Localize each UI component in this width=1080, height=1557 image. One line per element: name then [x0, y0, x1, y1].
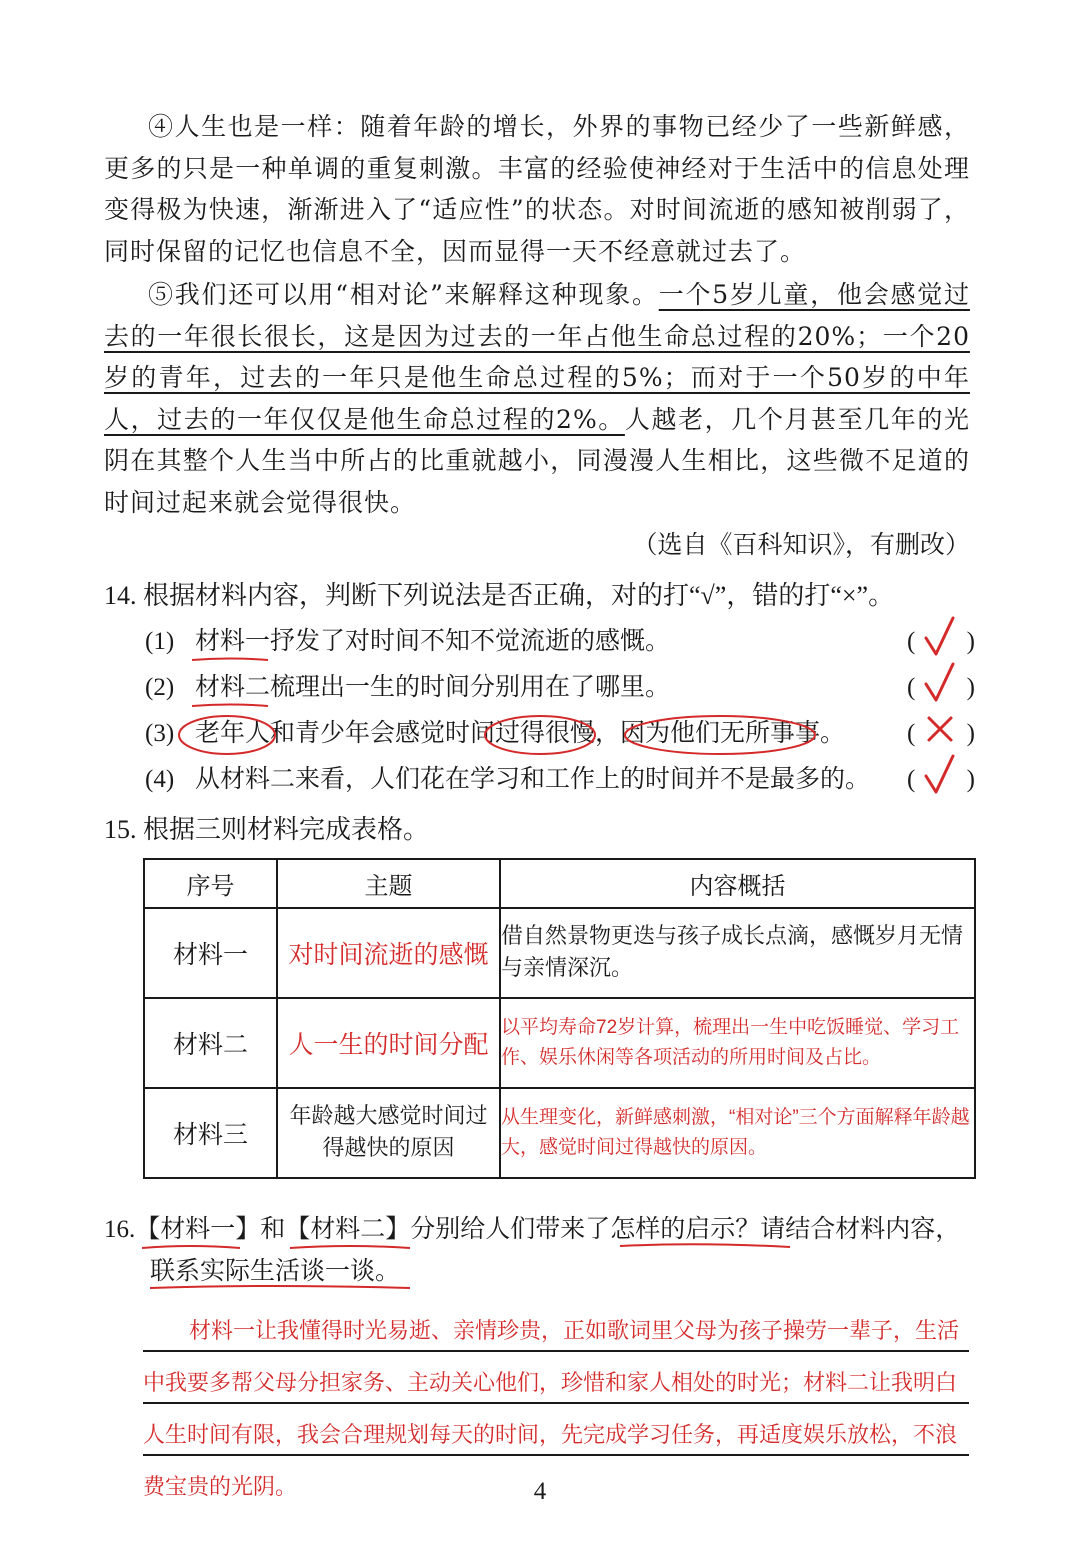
table-row [144, 908, 975, 998]
left-paren: ( [907, 720, 916, 747]
question-16-title-line2: 联系实际生活谈一谈。 [150, 1258, 401, 1285]
row-id: 材料二 [144, 998, 277, 1088]
q14-item-number: (2) [145, 674, 175, 701]
row-summary-answer: 以平均寿命72岁计算，梳理出一生中吃饭睡觉、学习工作、娱乐休闲等各项活动的所用时间及占比。 [500, 998, 975, 1088]
q14-item-text: 材料二梳理出一生的时间分别用在了哪里。 [195, 674, 671, 701]
q14-item-text: 老年人和青少年会感觉时间过得很慢，因为他们无所事事。 [195, 720, 846, 747]
q14-item-number: (1) [145, 628, 175, 655]
question-16-title-line1: 16.【材料一】和【材料二】分别给人们带来了怎样的启示？请结合材料内容， [104, 1216, 961, 1243]
check-mark-icon [923, 614, 957, 662]
q16-answer-line-2: 中我要多帮父母分担家务、主动关心他们，珍惜和家人相处的时光；材料二让我明白 [143, 1370, 958, 1395]
right-paren: ) [966, 628, 975, 655]
q16-answer-line-1: 材料一让我懂得时光易逝、亲情珍贵，正如歌词里父母为孩子操劳一辈子，生活 [189, 1318, 960, 1343]
q14-item-4 [145, 760, 975, 800]
header-index: 序号 [144, 859, 277, 908]
check-mark-icon [923, 660, 957, 708]
row-summary-answer: 从生理变化，新鲜感刺激，“相对论”三个方面解释年龄越大，感觉时间过得越快的原因。 [500, 1088, 975, 1178]
paragraph-5-intro: ⑤我们还可以用“相对论”来解释这种现象。 [148, 280, 659, 309]
source-citation: （选自《百科知识》，有删改） [632, 530, 970, 559]
row-id: 材料一 [144, 908, 277, 998]
q14-item-text: 从材料二来看，人们花在学习和工作上的时间并不是最多的。 [195, 766, 871, 793]
q14-item-3 [145, 714, 975, 754]
left-paren: ( [907, 766, 916, 793]
left-paren: ( [907, 674, 916, 701]
table-row [144, 1088, 975, 1178]
passage-paragraph-5 [104, 274, 970, 523]
q14-item-number: (4) [145, 766, 175, 793]
q14-item-1 [145, 622, 975, 662]
q14-item-2 [145, 668, 975, 708]
q16-answer-line-4: 费宝贵的光阴。 [143, 1474, 298, 1499]
row-theme-answer: 对时间流逝的感慨 [277, 908, 500, 998]
question-15-title: 15. 根据三则材料完成表格。 [104, 815, 430, 844]
paragraph-5-underlined-text: 一个5岁儿童，他会感觉过去的一年很长很长，这是因为过去的一年占他生命总过程的20%；一个20岁的青年，过去的一年只是他生命总过程的5%；而对于一个50岁的中年人，过去的一年仅仅是他生命总过程的2%。 [104, 280, 970, 434]
right-paren: ) [966, 720, 975, 747]
answer-rule [143, 1350, 969, 1352]
row-id: 材料三 [144, 1088, 277, 1178]
right-paren: ) [966, 674, 975, 701]
answer-rule [143, 1454, 969, 1456]
table-header-row [144, 859, 975, 908]
row-theme: 年龄越大感觉时间过得越快的原因 [277, 1088, 500, 1178]
cross-mark-icon [923, 706, 957, 754]
row-summary: 借自然景物更迭与孩子成长点滴，感慨岁月无情与亲情深沉。 [500, 908, 975, 998]
header-summary: 内容概括 [500, 859, 975, 908]
right-paren: ) [966, 766, 975, 793]
passage-paragraph-4: ④人生也是一样：随着年龄的增长，外界的事物已经少了一些新鲜感，更多的只是一种单调的重复刺激。丰富的经验使神经对于生活中的信息处理变得极为快速，渐渐进入了“适应性”的状态。对时间流逝的感知被削弱了，同时保留的记忆也信息不全，因而显得一天不经意就过去了。 [104, 112, 970, 266]
check-mark-icon [923, 752, 957, 800]
header-theme: 主题 [277, 859, 500, 908]
left-paren: ( [907, 628, 916, 655]
question-14-title: 14. 根据材料内容，判断下列说法是否正确，对的打“√”，错的打“×”。 [104, 581, 895, 610]
paragraph-5-rest: 人越老，几个月甚至几年的光阴在其整个人生当中所占的比重就越小，同漫漫人生相比，这些微不足道的时间过起来就会觉得很快。 [104, 404, 970, 517]
table-row [144, 998, 975, 1088]
q14-item-number: (3) [145, 720, 175, 747]
answer-rule [143, 1402, 969, 1404]
q14-item-text: 材料一抒发了对时间不知不觉流逝的感慨。 [195, 628, 671, 655]
row-theme-answer: 人一生的时间分配 [277, 998, 500, 1088]
material-summary-table [143, 858, 976, 1179]
q16-answer-line-3: 人生时间有限，我会合理规划每天的时间，先完成学习任务，再适度娱乐放松，不浪 [143, 1422, 958, 1447]
page-number: 4 [533, 1478, 547, 1505]
